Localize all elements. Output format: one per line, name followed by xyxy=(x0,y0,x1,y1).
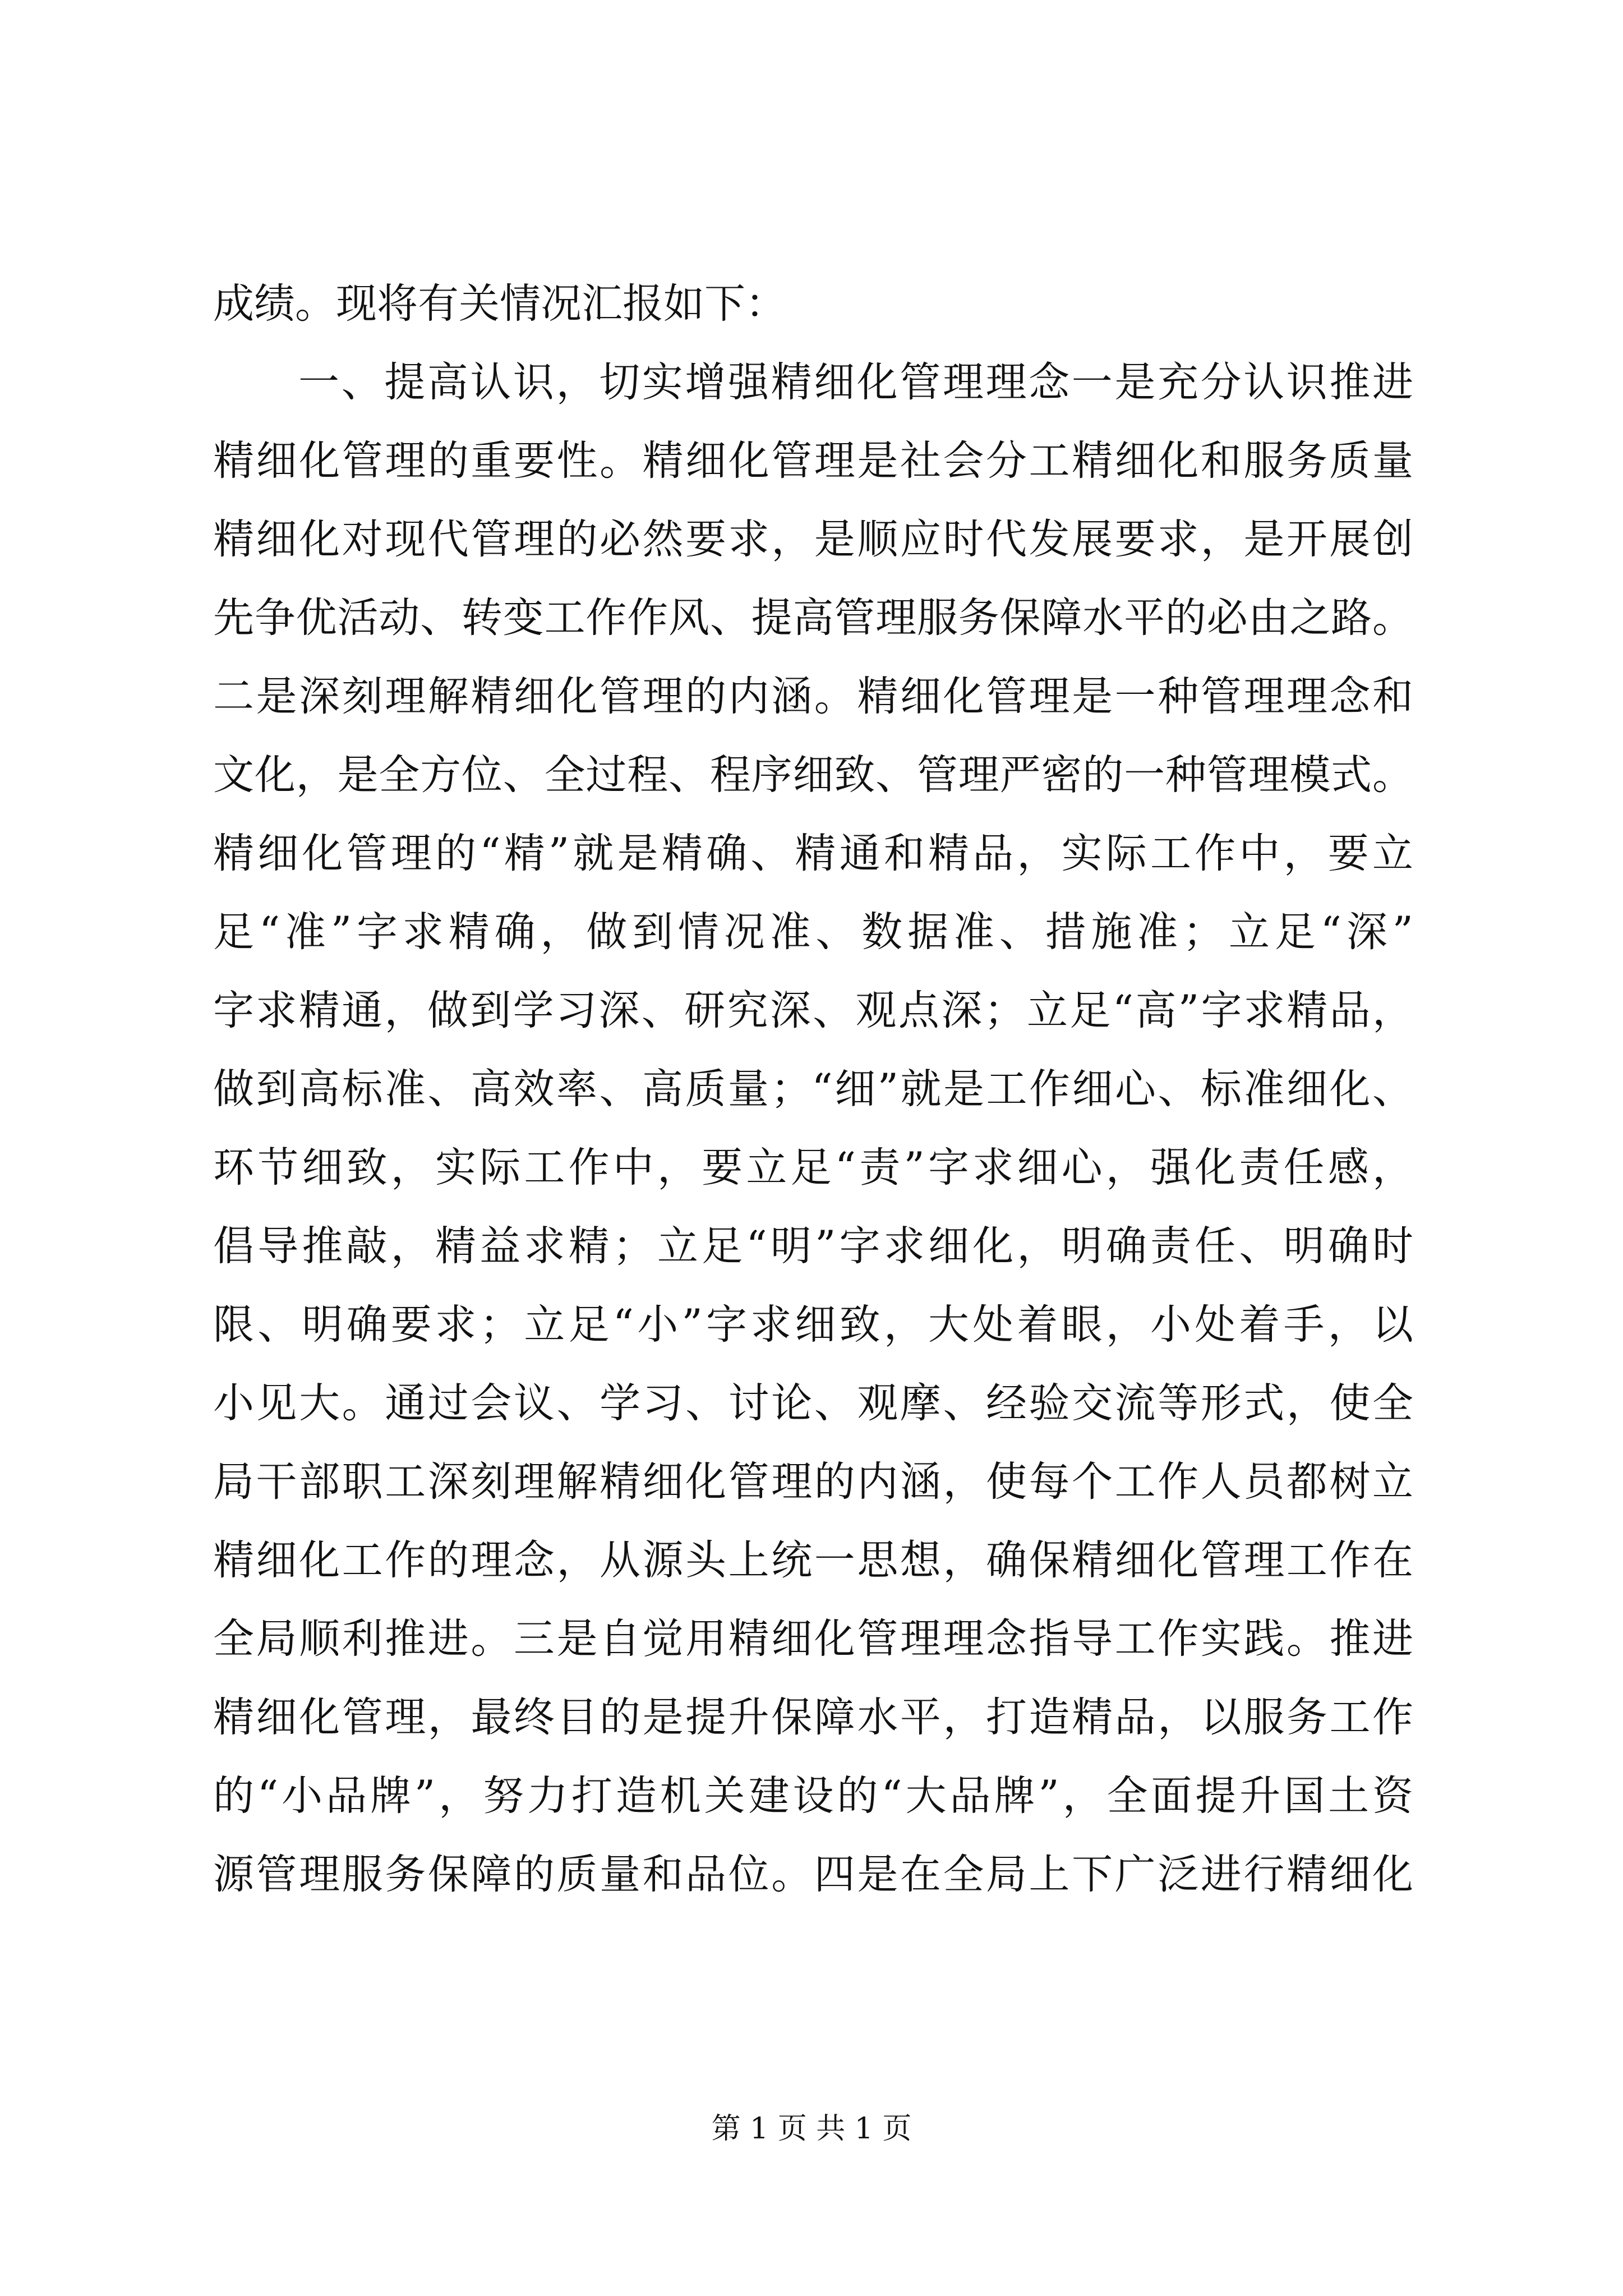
text-line: 的“小品牌”，努力打造机关建设的“大品牌”，全面提升国土资 xyxy=(213,1772,1413,1820)
text-line: 全局顺利推进。三是自觉用精细化管理理念指导工作实践。推进 xyxy=(213,1615,1413,1663)
text-line: 做到高标准、高效率、高质量；“细”就是工作细心、标准细化、 xyxy=(213,1065,1413,1113)
text-line: 二是深刻理解精细化管理的内涵。精细化管理是一种管理理念和 xyxy=(213,673,1413,720)
text-line: 精细化工作的理念，从源头上统一思想，确保精细化管理工作在 xyxy=(213,1536,1413,1584)
text-line: 成绩。现将有关情况汇报如下： xyxy=(213,280,786,328)
text-line: 倡导推敲，精益求精；立足“明”字求细化，明确责任、明确时 xyxy=(213,1222,1413,1270)
page-number-footer: 第 1 页 共 1 页 xyxy=(711,2112,912,2146)
text-line: 一、提高认识，切实增强精细化管理理念一是充分认识推进 xyxy=(298,358,1413,406)
text-line: 文化，是全方位、全过程、程序细致、管理严密的一种管理模式。 xyxy=(213,751,1413,799)
text-line: 源管理服务保障的质量和品位。四是在全局上下广泛进行精细化 xyxy=(213,1851,1413,1898)
text-line: 足“准”字求精确，做到情况准、数据准、措施准；立足“深” xyxy=(213,908,1413,956)
text-line: 先争优活动、转变工作作风、提高管理服务保障水平的必由之路。 xyxy=(213,594,1413,642)
text-line: 局干部职工深刻理解精细化管理的内涵，使每个工作人员都树立 xyxy=(213,1458,1413,1506)
text-line: 环节细致，实际工作中，要立足“责”字求细心，强化责任感， xyxy=(213,1144,1413,1191)
text-line: 字求精通，做到学习深、研究深、观点深；立足“高”字求精品， xyxy=(213,987,1413,1034)
text-line: 精细化对现代管理的必然要求，是顺应时代发展要求，是开展创 xyxy=(213,516,1413,563)
text-line: 精细化管理的重要性。精细化管理是社会分工精细化和服务质量 xyxy=(213,437,1413,485)
text-line: 精细化管理，最终目的是提升保障水平，打造精品，以服务工作 xyxy=(213,1694,1413,1741)
text-line: 限、明确要求；立足“小”字求细致，大处着眼，小处着手，以 xyxy=(213,1301,1413,1349)
text-line: 精细化管理的“精”就是精确、精通和精品，实际工作中，要立 xyxy=(213,830,1413,877)
text-line: 小见大。通过会议、学习、讨论、观摩、经验交流等形式，使全 xyxy=(213,1379,1413,1427)
